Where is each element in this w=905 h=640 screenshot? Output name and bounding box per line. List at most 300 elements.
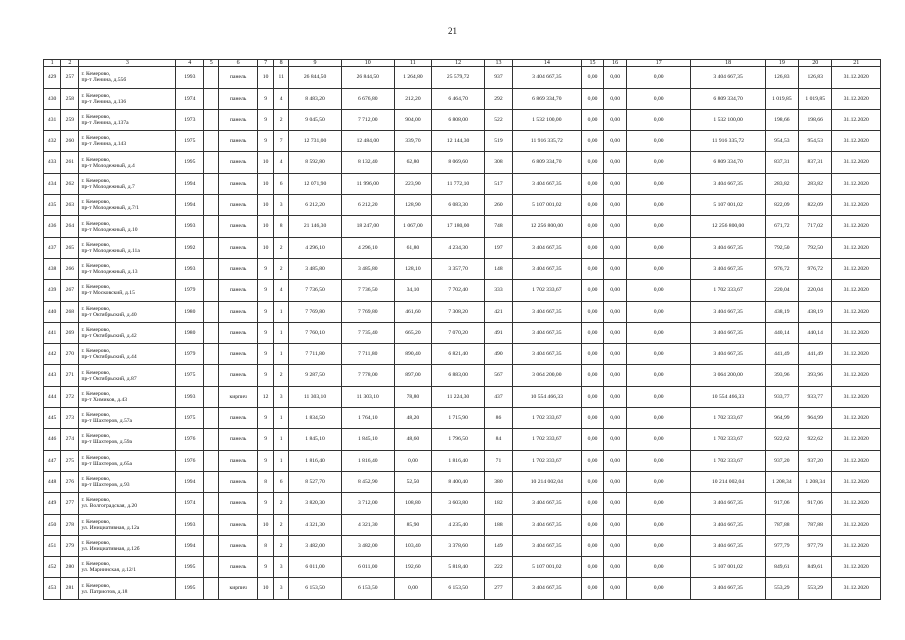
table-cell: 182 [484,493,512,514]
address-cell: г. Кемерово, пр-т Молодежный, д.7 [79,173,176,194]
table-cell: панель [219,471,258,492]
table-cell: 436 [44,216,61,237]
table-cell: 7 711,80 [289,344,342,365]
table-cell: 0,00 [581,67,604,88]
table-cell: 1994 [176,195,204,216]
table-row [44,280,881,301]
table-cell: 264 [61,216,79,237]
table-cell [204,344,219,365]
table-cell: 10 [258,216,274,237]
table-cell: панель [219,216,258,237]
table-cell: 1 264,80 [394,67,432,88]
address-cell: г. Кемерово, пр-т Молодежный, д.10 [79,216,176,237]
column-number-cell: 13 [484,60,512,67]
table-cell: 964,99 [765,408,798,429]
table-cell: 126,83 [799,67,832,88]
table-cell: 9 [258,557,274,578]
table-cell: 0,00 [604,237,627,258]
table-cell [204,67,219,88]
table-cell: 849,61 [799,557,832,578]
table-cell: 787,88 [765,514,798,535]
table-cell: 491 [484,322,512,343]
table-cell: 274 [61,429,79,450]
table-cell: 3 404 667,35 [512,301,581,322]
table-cell: 837,31 [799,152,832,173]
table-cell: 7 702,40 [432,280,485,301]
table-row [44,471,881,492]
table-cell: 31.12.2020 [832,301,881,322]
table-cell: 269 [61,322,79,343]
table-cell: 192,60 [394,557,432,578]
address-cell: г. Кемерово, пр-т Шахтеров, д.65а [79,450,176,471]
table-cell: 281 [61,578,79,599]
table-row [44,408,881,429]
table-cell: 717,02 [799,216,832,237]
table-cell: 6 083,30 [432,195,485,216]
table-cell: 0,00 [604,322,627,343]
table-cell: 11 303,10 [341,386,394,407]
table-cell: 10 [258,514,274,535]
table-cell: 0,00 [581,429,604,450]
table-cell: 10 [258,67,274,88]
table-cell: 3 404 667,35 [691,493,765,514]
table-cell: 0,00 [626,450,691,471]
table-cell [204,450,219,471]
table-row [44,535,881,556]
table-cell: 439 [44,280,61,301]
address-cell: г. Кемерово, пр-т Московский, д.15 [79,280,176,301]
table-cell: 2 [274,535,289,556]
table-cell: 1 702 333,67 [691,280,765,301]
column-number-cell: 6 [219,60,258,67]
table-row [44,88,881,109]
table-cell: 9 045,50 [289,109,342,130]
table-cell: 26 844,50 [289,67,342,88]
table-cell: 1 715,90 [432,408,485,429]
table-cell: 3 404 667,35 [512,578,581,599]
table-cell: 222 [484,557,512,578]
table-cell: 10 [258,237,274,258]
column-number-cell: 20 [799,60,832,67]
table-cell: 0,00 [604,557,627,578]
table-cell: 2 [274,514,289,535]
table-cell: 1 [274,408,289,429]
table-cell: 435 [44,195,61,216]
table-cell: 3 404 667,35 [691,344,765,365]
column-number-cell: 8 [274,60,289,67]
table-cell: 6 011,00 [289,557,342,578]
table-cell: 126,83 [765,67,798,88]
table-cell: 3 404 667,35 [691,322,765,343]
table-cell: 12 256 800,00 [691,216,765,237]
table-cell: 517 [484,173,512,194]
table-cell: 1 816,40 [289,450,342,471]
table-cell: 3 064 200,00 [691,365,765,386]
table-cell: 0,00 [626,237,691,258]
table-cell: 937,20 [799,450,832,471]
table-cell: 31.12.2020 [832,344,881,365]
table-cell: 12 071,90 [289,173,342,194]
table-cell: 31.12.2020 [832,557,881,578]
table-cell: 270 [61,344,79,365]
table-cell: 452 [44,557,61,578]
table-cell: 31.12.2020 [832,365,881,386]
table-row [44,493,881,514]
table-cell: 0,00 [604,280,627,301]
table-cell: 3 404 667,35 [691,258,765,279]
table-cell: 0,00 [626,493,691,514]
table-cell: 31.12.2020 [832,280,881,301]
table-cell: 220,04 [765,280,798,301]
table-cell: 31.12.2020 [832,258,881,279]
table-cell: 7 769,80 [289,301,342,322]
table-cell: 5 107 001,02 [512,195,581,216]
table-cell: 440 [44,301,61,322]
table-cell: 748 [484,216,512,237]
table-cell: 787,88 [799,514,832,535]
table-cell: 31.12.2020 [832,216,881,237]
table-cell: 1979 [176,280,204,301]
table-cell: 890,40 [394,344,432,365]
table-cell: 34,10 [394,280,432,301]
column-number-cell: 9 [289,60,342,67]
table-cell: 8 452,90 [341,471,394,492]
table-cell: 0,00 [604,493,627,514]
table-cell: 1993 [176,386,204,407]
table-cell: 277 [61,493,79,514]
table-cell: 0,00 [581,88,604,109]
table-cell: 1 816,40 [341,450,394,471]
table-cell: 277 [484,578,512,599]
housing-register-table [43,59,881,600]
table-cell: 9 [258,344,274,365]
table-cell: 0,00 [581,280,604,301]
table-cell [204,535,219,556]
table-cell: 432 [44,131,61,152]
table-cell: 441,49 [799,344,832,365]
table-row [44,557,881,578]
table-cell: 11 996,00 [341,173,394,194]
table-cell: 3 482,00 [341,535,394,556]
table-row [44,258,881,279]
table-cell: 0,00 [626,88,691,109]
table-cell: панель [219,173,258,194]
table-cell: 553,29 [799,578,832,599]
table-cell: 3 404 667,35 [512,67,581,88]
table-cell: 0,00 [626,344,691,365]
column-number-cell: 5 [204,60,219,67]
table-cell [204,195,219,216]
table-cell: панель [219,131,258,152]
table-cell: 0,00 [626,67,691,88]
table-cell: 8 592,80 [289,152,342,173]
table-cell: 9 [258,429,274,450]
table-cell [204,173,219,194]
table-cell: 6 821,40 [432,344,485,365]
table-cell: 10 554 466,33 [512,386,581,407]
table-cell: 447 [44,450,61,471]
address-cell: г. Кемерово, пр-т Октябрьский, д.40 [79,301,176,322]
table-cell: 276 [61,471,79,492]
table-cell: кирпич [219,578,258,599]
table-cell: 0,00 [626,471,691,492]
table-cell: 0,00 [604,514,627,535]
table-cell: 0,00 [604,109,627,130]
address-cell: г. Кемерово, пр-т Октябрьский, д.44 [79,344,176,365]
table-cell: 9 [258,493,274,514]
table-cell: 0,00 [626,322,691,343]
table-cell: 2 [274,258,289,279]
table-cell: 267 [61,280,79,301]
table-cell: 61,80 [394,237,432,258]
table-cell: 108,80 [394,493,432,514]
column-number-cell: 3 [79,60,176,67]
table-cell: 4 234,30 [432,237,485,258]
column-number-cell: 2 [61,60,79,67]
table-cell: 977,79 [765,535,798,556]
table-cell: 266 [61,258,79,279]
table-cell: 259 [61,109,79,130]
table-cell: панель [219,322,258,343]
table-cell: 339,70 [394,131,432,152]
address-cell: г. Кемерово, пр-т Октябрьский, д.87 [79,365,176,386]
table-cell: 1 [274,429,289,450]
table-cell: 10 [258,578,274,599]
table-cell: 0,00 [581,173,604,194]
table-cell: 26 844,50 [341,67,394,88]
table-cell: 440,14 [799,322,832,343]
table-cell: 0,00 [626,109,691,130]
table-cell: 0,00 [604,429,627,450]
table-cell: панель [219,557,258,578]
table-cell: 3 [274,557,289,578]
table-cell [204,578,219,599]
table-cell: 922,62 [765,429,798,450]
table-cell: 0,00 [604,450,627,471]
address-cell: г. Кемерово, ул. Волгоградская, д.20 [79,493,176,514]
page-number: 21 [448,26,457,36]
table-cell: 438 [44,258,61,279]
table-cell: 31.12.2020 [832,578,881,599]
column-number-cell: 10 [341,60,394,67]
table-row [44,109,881,130]
table-cell: панель [219,535,258,556]
table-cell: 0,00 [581,450,604,471]
table-cell: 1 208,34 [799,471,832,492]
table-cell: панель [219,237,258,258]
table-cell: 0,00 [604,386,627,407]
table-cell: 7 712,00 [341,109,394,130]
table-cell: 12 484,00 [341,131,394,152]
table-cell: 260 [484,195,512,216]
column-number-cell: 7 [258,60,274,67]
table-cell: панель [219,258,258,279]
table-cell: 31.12.2020 [832,514,881,535]
table-cell: 3 712,00 [341,493,394,514]
table-cell: 9 [258,301,274,322]
table-cell: 0,00 [604,301,627,322]
table-cell: 333 [484,280,512,301]
table-cell: 3 404 667,35 [691,535,765,556]
table-cell: панель [219,280,258,301]
table-cell: 7 735,40 [341,322,394,343]
table-cell: 271 [61,365,79,386]
table-cell: 10 214 002,04 [512,471,581,492]
table-cell: 393,96 [799,365,832,386]
table-cell: 3 404 667,35 [691,67,765,88]
table-cell: 0,00 [626,131,691,152]
table-cell: 52,50 [394,471,432,492]
table-cell: 25 579,72 [432,67,485,88]
table-cell: 8 483,20 [289,88,342,109]
table-cell: 1 764,10 [341,408,394,429]
table-cell: 62,80 [394,152,432,173]
table-cell [204,386,219,407]
table-cell: 440,14 [765,322,798,343]
table-cell: 6 809 334,70 [691,88,765,109]
table-cell: 3 404 667,35 [691,301,765,322]
table-cell: 6 [274,471,289,492]
table-cell: 0,00 [581,408,604,429]
table-cell: 1 702 333,67 [512,429,581,450]
table-cell: 31.12.2020 [832,408,881,429]
table-cell: 0,00 [604,67,627,88]
table-cell: 31.12.2020 [832,109,881,130]
table-cell: 0,00 [604,258,627,279]
table-cell: 272 [61,386,79,407]
table-row [44,429,881,450]
table-cell: 490 [484,344,512,365]
address-cell: г. Кемерово, пр-т Октябрьский, д.42 [79,322,176,343]
table-cell: 31.12.2020 [832,152,881,173]
table-cell: 128,90 [394,195,432,216]
table-cell: 3 404 667,35 [691,237,765,258]
table-cell: панель [219,109,258,130]
table-cell: 7 778,00 [341,365,394,386]
table-cell: 0,00 [604,408,627,429]
table-cell: 188 [484,514,512,535]
table-cell: 976,72 [799,258,832,279]
table-cell [204,237,219,258]
table-cell: 976,72 [765,258,798,279]
table-cell: 3 603,80 [432,493,485,514]
table-cell: 0,00 [394,450,432,471]
table-cell: 0,00 [581,514,604,535]
table-cell: 0,00 [604,152,627,173]
table-cell: 0,00 [626,408,691,429]
table-cell: 308 [484,152,512,173]
table-cell: 10 [258,195,274,216]
table-cell: 78,80 [394,386,432,407]
table-cell: 3 404 667,35 [512,493,581,514]
table-cell: 0,00 [581,344,604,365]
table-cell: 1 [274,450,289,471]
table-cell: 937 [484,67,512,88]
table-cell: 933,77 [765,386,798,407]
table-cell: 8 527,70 [289,471,342,492]
table-cell: панель [219,493,258,514]
table-cell: 261 [61,152,79,173]
table-cell: 922,62 [799,429,832,450]
table-row [44,67,881,88]
table-cell: 450 [44,514,61,535]
table-cell: 3 482,00 [289,535,342,556]
table-cell: 6 153,50 [289,578,342,599]
table-cell: 7 711,80 [341,344,394,365]
table-cell: 10 554 466,33 [691,386,765,407]
table-cell: панель [219,152,258,173]
table-cell: панель [219,88,258,109]
table-cell: 84 [484,429,512,450]
table-cell: 0,00 [626,365,691,386]
column-number-cell: 21 [832,60,881,67]
table-row [44,322,881,343]
table-cell: 260 [61,131,79,152]
table-cell: 278 [61,514,79,535]
table-cell: 4 [274,88,289,109]
table-cell: 258 [61,88,79,109]
table-row [44,365,881,386]
table-cell: 0,00 [626,216,691,237]
table-cell: 442 [44,344,61,365]
table-cell: 438,19 [799,301,832,322]
table-cell: 7 736,50 [289,280,342,301]
table-row [44,578,881,599]
table-cell: 0,00 [581,131,604,152]
table-cell: 437 [484,386,512,407]
table-cell: 0,00 [626,514,691,535]
table-cell: 6 153,50 [341,578,394,599]
table-cell: 0,00 [604,471,627,492]
table-cell: 3 404 667,35 [691,173,765,194]
table-cell: 1 019,85 [765,88,798,109]
table-cell: 0,00 [581,216,604,237]
table-cell: 0,00 [626,535,691,556]
table-cell: 1994 [176,535,204,556]
table-cell: 31.12.2020 [832,67,881,88]
table-cell: 1994 [176,471,204,492]
table-cell: 1994 [176,173,204,194]
table-cell: 0,00 [604,131,627,152]
table-cell: 265 [61,237,79,258]
table-cell: 257 [61,67,79,88]
table-cell: 0,00 [626,386,691,407]
table-cell: 273 [61,408,79,429]
table-cell: 21 146,30 [289,216,342,237]
table-cell: панель [219,67,258,88]
table-cell: 11 303,10 [289,386,342,407]
table-cell: 1974 [176,493,204,514]
table-cell [204,109,219,130]
table-row [44,152,881,173]
table-cell: 448 [44,471,61,492]
table-cell: 434 [44,173,61,194]
address-cell: г. Кемерово, пр-т Ленина, д.137а [79,109,176,130]
column-number-cell: 12 [432,60,485,67]
table-cell: 1995 [176,152,204,173]
table-cell: 0,00 [604,578,627,599]
table-cell: 393,96 [765,365,798,386]
table-cell: 430 [44,88,61,109]
table-cell: 1 702 333,67 [691,450,765,471]
table-cell: 822,09 [765,195,798,216]
table-cell: 3 485,80 [341,258,394,279]
table-cell: 1 532 100,00 [512,109,581,130]
table-cell: 0,00 [581,535,604,556]
table-cell: 4 [274,152,289,173]
table-cell: 0,00 [581,493,604,514]
table-cell: 1976 [176,450,204,471]
